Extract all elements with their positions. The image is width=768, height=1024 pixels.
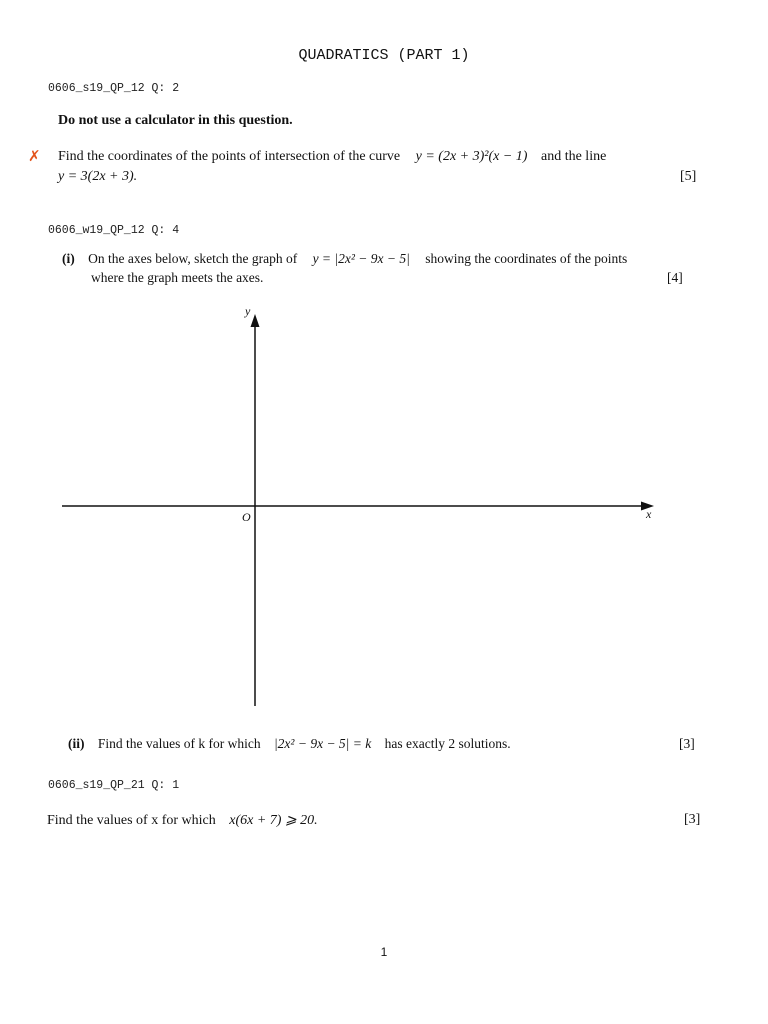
question-2-reference: 0606_w19_QP_12 Q: 4 (48, 224, 180, 237)
question-1-instruction: Do not use a calculator in this question. (58, 113, 293, 128)
question-1-line-equation: y = 3(2x + 3). (58, 169, 138, 184)
question-3-reference: 0606_s19_QP_21 Q: 1 (48, 779, 180, 792)
y-axis-arrow-icon (251, 314, 260, 327)
y-axis-label: y (245, 304, 251, 318)
question-1-text-before: Find the coordinates of the points of intersection of the curve (58, 149, 401, 164)
question-2-part-ii (68, 736, 511, 752)
part-ii-marks: [3] (679, 736, 695, 751)
part-i-marks: [4] (667, 270, 683, 285)
part-ii-equation: |2x² − 9x − 5| = k (273, 736, 372, 751)
x-axis-label: x (646, 507, 652, 521)
question-2-part-i (62, 251, 627, 267)
question-3-inequality: x(6x + 7) ⩾ 20. (229, 813, 318, 828)
part-i-text-line2: where the graph meets the axes. (91, 270, 264, 285)
part-ii-label: (ii) (68, 736, 85, 751)
part-i-label: (i) (62, 251, 75, 266)
part-ii-text-after: has exactly 2 solutions. (384, 736, 511, 751)
cross-mark-icon: ✗ (28, 147, 41, 165)
question-1-text (58, 149, 606, 165)
origin-label: O (242, 510, 251, 524)
sketch-axes (55, 300, 665, 712)
part-i-text: On the axes below, sketch the graph of (88, 251, 298, 266)
question-1-reference: 0606_s19_QP_12 Q: 2 (48, 82, 180, 95)
page-number: 1 (380, 945, 388, 959)
question-1-marks: [5] (680, 169, 697, 184)
part-i-equation: y = |2x² − 9x − 5| (312, 251, 410, 266)
part-ii-text: Find the values of k for which (97, 736, 261, 751)
question-3-marks: [3] (684, 812, 701, 827)
question-1-text-after: and the line (540, 149, 607, 164)
question-3-text-before: Find the values of x for which (47, 813, 216, 828)
part-i-text-after: showing the coordinates of the points (425, 251, 628, 266)
question-1-curve-equation: y = (2x + 3)²(x − 1) (415, 149, 528, 164)
question-3-text (47, 812, 318, 829)
page-title: QUADRATICS (PART 1) (298, 47, 470, 64)
